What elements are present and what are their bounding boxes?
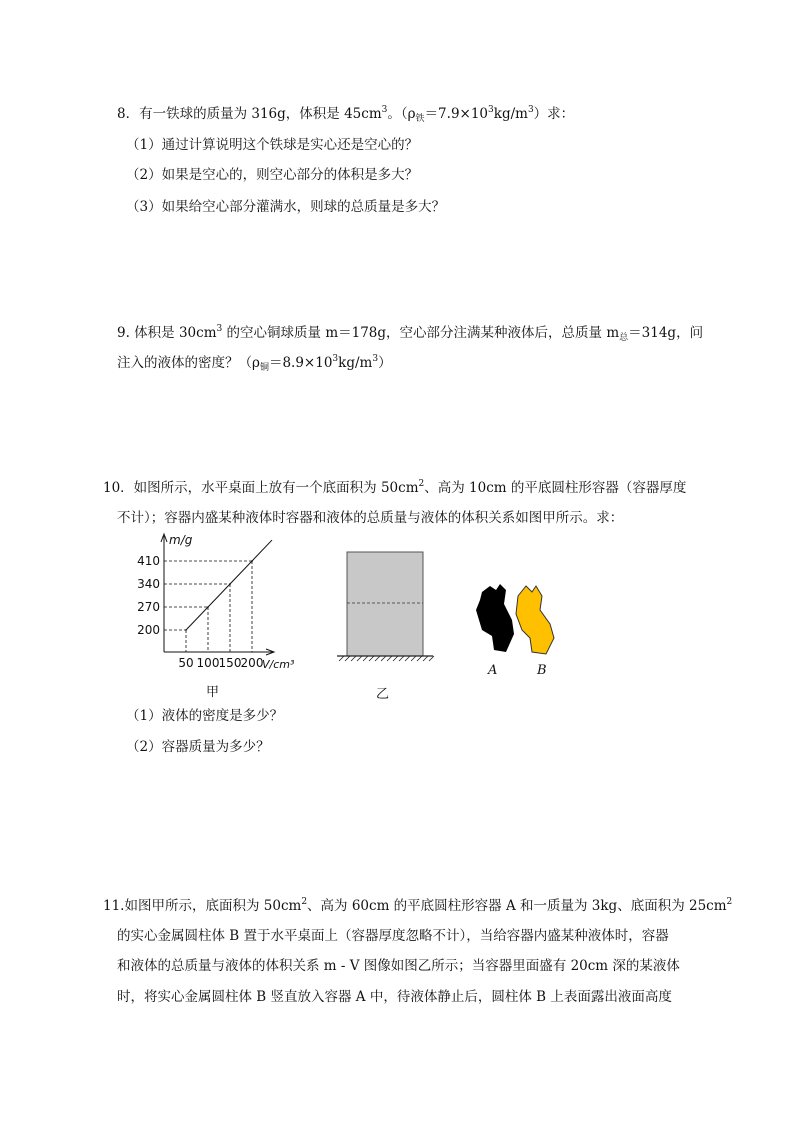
x-tick-label: 100 xyxy=(196,656,220,670)
y-axis-label: m/g xyxy=(169,533,193,547)
q11-line-3: 和液体的总质量与液体的体积关系 m - V 图像如图乙所示；当容器里面盛有 20cm 深的某液体 xyxy=(117,958,680,974)
q11-line-1: 11.如图甲所示，底面积为 $50cm^2$、高为 60cm 的平底圆柱形容器 A 和一质量为 3kg、底面积为 $25cm^2$ xyxy=(103,897,733,914)
shape-a-label: A xyxy=(488,663,498,678)
q8-item-2: （2）如果是空心的，则空心部分的体积是多大？ xyxy=(126,167,419,183)
container-figure xyxy=(335,548,440,663)
shape-a xyxy=(476,584,514,652)
shape-b xyxy=(516,586,554,654)
q9-line-1: 9. 体积是 $30cm^3$ 的空心铜球质量 m＝178g，空心部分注满某种液体后，总质量 $m_总=314g$，问 xyxy=(117,324,704,343)
q11-line-4: 时，将实心金属圆柱体 B 竖直放入容器 A 中，待液体静止后，圆柱体 B 上表面露出液面高度 xyxy=(117,989,672,1005)
mv-chart xyxy=(137,530,310,680)
chart-layer xyxy=(137,533,295,671)
x-tick-label: 150 xyxy=(218,656,242,670)
y-tick-label: 200 xyxy=(137,623,160,637)
table-hatching xyxy=(339,656,434,661)
fig-yi-label: 乙 xyxy=(376,687,390,702)
q8-item-3: （3）如果给空心部分灌满水，则球的总质量是多大？ xyxy=(126,199,446,215)
q11-line-2: 的实心金属圆柱体 B 置于水平桌面上（容器厚度忽略不计），当给容器内盛某种液体时，容器 xyxy=(117,928,669,944)
q9-line-2: 注入的液体的密度？$(\rho_铜=8.9\times 10^3kg/m^3)$ xyxy=(117,354,392,373)
q10-line-1: 10．如图所示，水平桌面上放有一个底面积为 $50cm^2$、高为 10cm 的平底圆柱形容器（容器厚度 xyxy=(103,479,687,496)
q8-item-1: （1）通过计算说明这个铁球是实心还是空心的？ xyxy=(126,137,419,153)
irregular-shapes xyxy=(470,580,560,660)
q8-stem: 8．有一铁球的质量为 316g，体积是 $45cm^3$。$(\rho_铁=7.9\times 10^3kg/m^3)$求： xyxy=(117,105,575,124)
y-tick-label: 410 xyxy=(137,554,160,568)
shape-b-label: B xyxy=(537,663,547,678)
q10-line-2: 不计）；容器内盛某种液体时容器和液体的总质量与液体的体积关系如图甲所示。求： xyxy=(117,510,624,526)
x-axis-label: V/cm³ xyxy=(262,658,295,671)
q10-item-2: （2）容器质量为多少？ xyxy=(126,739,270,755)
fig-jia-label: 甲 xyxy=(206,685,220,700)
series-line xyxy=(186,540,272,630)
container-body xyxy=(347,552,423,656)
q10-item-1: （1）液体的密度是多少？ xyxy=(126,708,284,724)
y-tick-label: 340 xyxy=(137,577,160,591)
x-tick-label: 200 xyxy=(240,656,264,670)
x-tick-label: 50 xyxy=(178,656,194,670)
y-tick-label: 270 xyxy=(137,600,160,614)
